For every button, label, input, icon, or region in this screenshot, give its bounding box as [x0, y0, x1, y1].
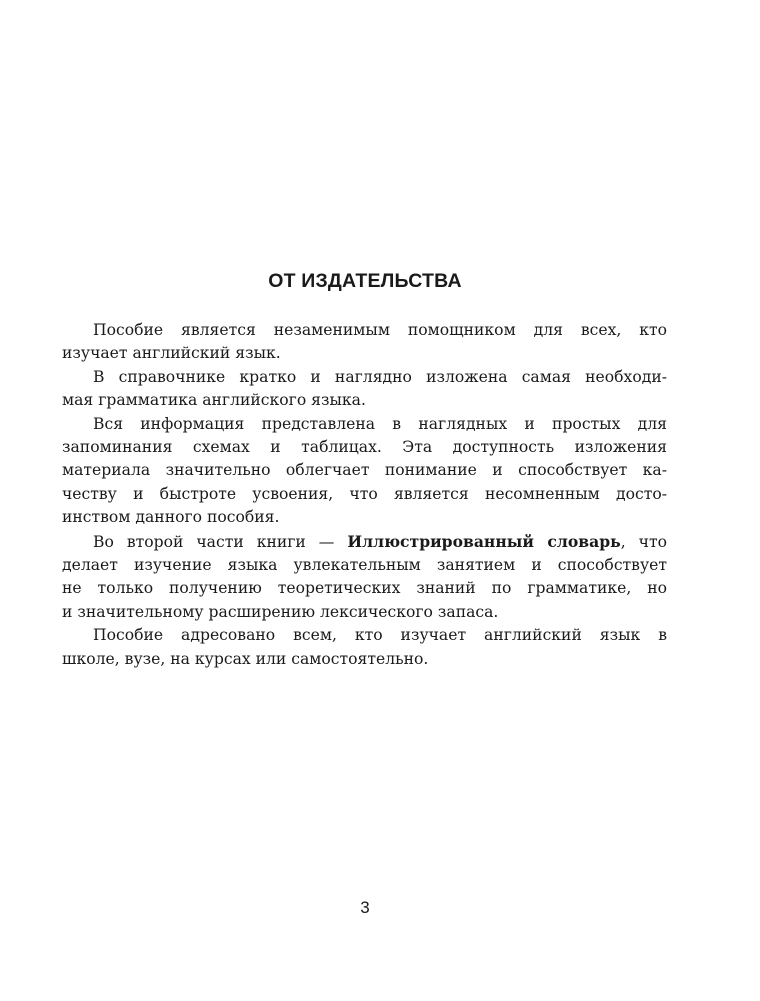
- paragraph-1: [62, 319, 667, 366]
- page-number: 3: [360, 898, 370, 917]
- bold-term: Иллюстрированный словарь: [347, 531, 621, 551]
- paragraph-5: [62, 624, 667, 671]
- text-line: школе, вузе, на курсах или самостоятельно.: [62, 649, 429, 668]
- paragraph-3: [62, 413, 667, 530]
- text-line: не только получению теоретических знаний по грамматике, но: [62, 579, 667, 598]
- text-line: и значительному расширению лексического запаса.: [62, 602, 499, 621]
- body-text: [62, 319, 667, 671]
- section-heading: ОТ ИЗДАТЕЛЬСТВА: [268, 270, 462, 292]
- text-line: делает изучение языка увлекательным занятием и способствует: [62, 556, 667, 575]
- text-line: мая грамматика английского языка.: [62, 391, 366, 410]
- text-line: Вся информация представлена в наглядных и простых для: [93, 414, 667, 433]
- text-line: честву и быстроте усвоения, что является несомненным досто-: [62, 484, 667, 503]
- text-line: материала значительно облегчает понимание и способствует ка-: [62, 461, 667, 480]
- text-line: изучает английский язык.: [62, 344, 281, 363]
- text-segment: , что: [620, 532, 667, 551]
- text-line: В справочнике кратко и наглядно изложена самая необходи-: [93, 367, 667, 386]
- paragraph-2: [62, 366, 667, 413]
- text-line: инством данного пособия.: [62, 508, 280, 527]
- text-line: [62, 530, 667, 554]
- text-line: Пособие является незаменимым помощником для всех, кто: [93, 321, 667, 339]
- text-line: запоминания схемах и таблицах. Эта доступность изложения: [62, 438, 667, 457]
- text-line: Пособие адресовано всем, кто изучает английский язык в: [93, 626, 667, 645]
- paragraph-4: [62, 530, 667, 625]
- text-segment: Во второй части книги —: [93, 532, 348, 551]
